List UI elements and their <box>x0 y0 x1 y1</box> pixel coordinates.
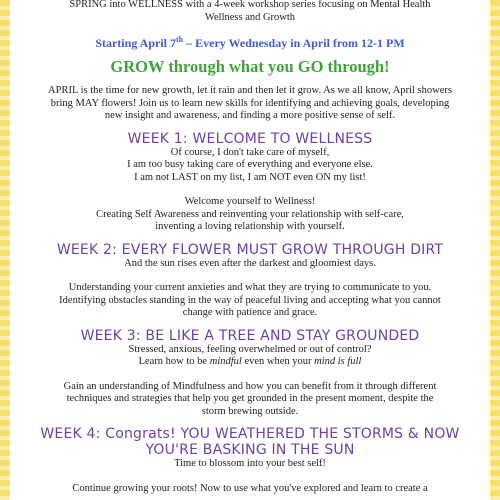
description-line: new insight and awareness, and finding a more positive sense of self. <box>104 110 396 121</box>
week-1-line: inventing a loving relationship with yourself. <box>155 221 345 232</box>
week-2-title: WEEK 2: EVERY FLOWER MUST GROW THROUGH DIRT <box>56 241 444 258</box>
learn-prefix: Learn how to be <box>138 356 210 367</box>
week-4-title: WEEK 4: Congrats! YOU WEATHERED THE STORMS & NOW YOU'RE BASKING IN THE SUN <box>40 426 460 458</box>
week-4-line: Continue growing your roots! Now to use what you've explored and learn to create a <box>72 482 428 494</box>
intro-heading <box>14 0 486 24</box>
spacer <box>14 184 486 196</box>
schedule-line <box>14 35 486 51</box>
intro-line: Wellness and Growth <box>204 12 296 23</box>
spacer <box>14 369 486 381</box>
learn-mind-full: mind is full <box>314 356 362 367</box>
week-2-line: Identifying obstacles standing in the way of peaceful living and accepting what you cannot <box>59 294 441 306</box>
flyer-content <box>14 0 486 495</box>
description-line: APRIL is the time for new growth, let it rain and then let it grow. As we all know, April showers <box>48 85 452 96</box>
week-1-line: Of course, I don't take care of myself, <box>170 146 330 158</box>
week-3-line: Gain an understanding of Mindfulness and how you can benefit from it through different <box>63 380 437 392</box>
spacer <box>14 471 486 483</box>
schedule-prefix: Starting April 7 <box>95 36 176 50</box>
right-border-stripe <box>490 0 500 500</box>
week-2-line: change with patience and grace. <box>182 307 318 318</box>
week-2-line: And the sun rises even after the darkest and gloomiest days. <box>124 257 376 269</box>
week-4-line: Time to blossom into your best self! <box>174 458 326 469</box>
week-1-body <box>14 147 486 234</box>
week-1-line: I am not LAST on my list, I am NOT even ON my list! <box>134 171 366 183</box>
description <box>14 85 486 123</box>
week-3-line: storm brewing outside. <box>201 405 299 417</box>
intro-line: SPRING into WELLNESS with a 4-week workshop series focusing on Mental Health <box>69 0 431 10</box>
week-1-line: Welcome yourself to Wellness! <box>184 196 316 207</box>
week-3-line: techniques and strategies that help you get grounded in the present moment, despite the <box>66 393 434 404</box>
description-line: bring MAY flowers! Join us to learn new skills for identifying and achieving goals, developing <box>50 97 450 109</box>
week-3-line: Stressed, anxious, feeling overwhelmed or out of control? <box>128 343 372 355</box>
schedule-suffix: – Every Wednesday in April from 12-1 PM <box>183 36 405 50</box>
spacer <box>14 270 486 282</box>
week-2-line: Understanding your current anxieties and what they are trying to communicate to you. <box>68 282 432 293</box>
week-3-title: WEEK 3: BE LIKE A TREE AND STAY GROUNDED <box>80 327 420 344</box>
week-3-learn-line <box>14 356 486 369</box>
learn-mindful: mindful <box>209 356 242 367</box>
left-border-stripe <box>0 0 10 500</box>
week-2-body <box>14 258 486 320</box>
week-1-line: I am too busy taking care of everything and everyone else. <box>127 159 373 170</box>
week-3-body <box>14 344 486 419</box>
week-1-line: Creating Self Awareness and reinventing your relationship with self-care, <box>96 208 404 220</box>
week-1-title: WEEK 1: WELCOME TO WELLNESS <box>127 130 373 147</box>
week-4-body <box>14 458 486 495</box>
learn-mid: even when your <box>241 356 315 367</box>
tagline: GROW through what you GO through! <box>110 57 390 76</box>
schedule-sup: th <box>175 35 184 44</box>
